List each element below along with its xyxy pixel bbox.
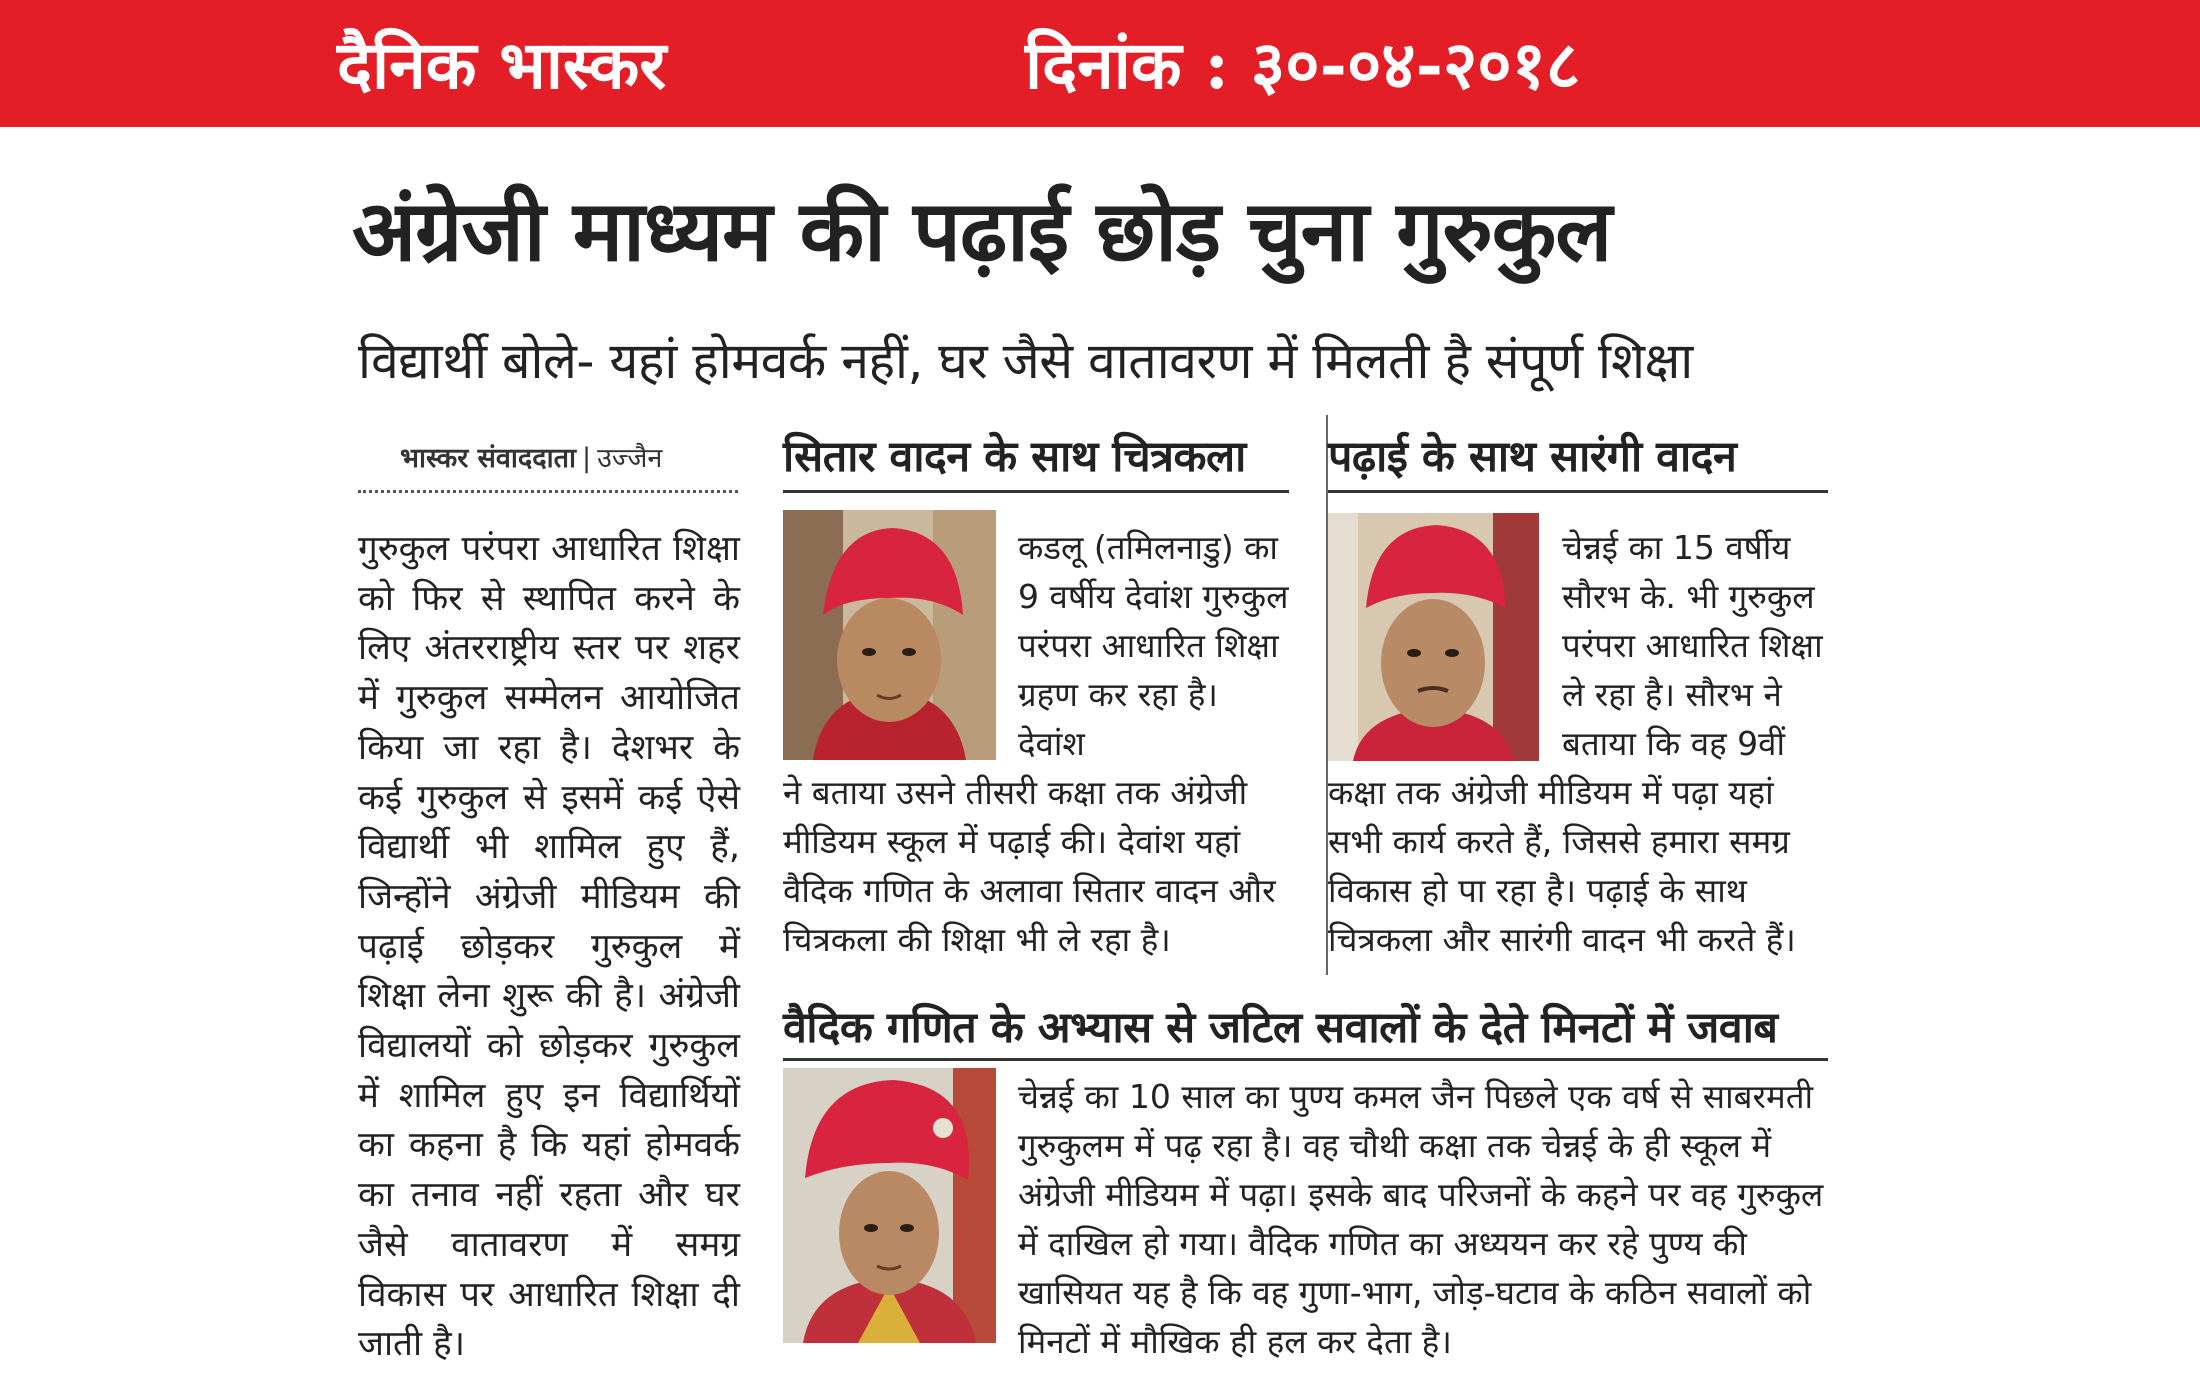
section-2-rule xyxy=(1328,490,1828,493)
section-2-text-beside: चेन्नई का 15 वर्षीय सौरभ के. भी गुरुकुल परंपरा आधारित शिक्षा ले रहा है। सौरभ ने बताया कि वह 9वीं xyxy=(1562,528,1823,763)
section-3-title: वैदिक गणित के अभ्यास से जटिल सवालों के देते मिनटों में जवाब xyxy=(783,1003,1778,1053)
boy-portrait-icon xyxy=(783,510,996,760)
date-value: ३०-०४-२०१८ xyxy=(1250,26,1581,104)
date-label: दिनांक : xyxy=(1025,26,1229,104)
article-subheadline: विद्यार्थी बोले- यहां होमवर्क नहीं, घर जैसे वातावरण में मिलती है संपूर्ण शिक्षा xyxy=(358,332,1693,390)
byline-reporter: भास्कर संवाददाता xyxy=(400,443,576,474)
byline-divider xyxy=(358,490,738,493)
article-headline: अंग्रेजी माध्यम की पढ़ाई छोड़ चुना गुरुकुल xyxy=(352,182,1612,280)
section-3-text: चेन्नई का 10 साल का पुण्य कमल जैन पिछले एक वर्ष से साबरमती गुरुकुलम में पढ़ रहा है। वह चौथी कक्षा तक चेन्नई के ही स्कूल में अंग्रेजी मीडियम में पढ़ा। इसके बाद परिजनों के कहने पर वह गुरुकुल में दाखिल हो गया। वैदिक गणित का अध्ययन कर रहे पुण्य की खासियत यह है कि वह गुणा-भाग, जोड़-घटाव के कठिन सवालों को मिनटों में मौखिक ही हल कर देता है। xyxy=(1018,1077,1824,1361)
section-1-photo xyxy=(783,510,996,760)
article-body: गुरुकुल परंपरा आधारित शिक्षा को फिर से स्थापित करने के लिए अंतरराष्ट्रीय स्तर पर शहर में गुरुकुल सम्मेलन आयोजित किया जा रहा है। देशभर के कई गुरुकुल से इसमें कई ऐसे विद्यार्थी भी शामिल हुए हैं, जिन्होंने अंग्रेजी मीडियम की पढ़ाई छोड़कर गुरुकुल में शिक्षा लेना शुरू की है। अंग्रेजी विद्यालयों को छोड़कर गुरुकुल में शामिल हुए इन विद्यार्थियों का कहना है कि यहां होमवर्क का तनाव नहीं रहता और घर जैसे वातावरण में समग्र विकास पर आधारित शिक्षा दी जाती है। xyxy=(358,529,740,1365)
section-2-title: पढ़ाई के साथ सारंगी वादन xyxy=(1328,432,1737,482)
byline-dateline: उज्जैन xyxy=(597,443,663,474)
section-1-text-below: ने बताया उसने तीसरी कक्षा तक अंग्रेजी मीडियम स्कूल में पढ़ाई की। देवांश यहां वैदिक गणित के अलावा सितार वादन और चित्रकला की शिक्षा भी ले रहा है। xyxy=(783,773,1276,959)
masthead-bar xyxy=(0,0,2200,127)
section-2-text-below: कक्षा तक अंग्रेजी मीडियम में पढ़ा यहां सभी कार्य करते हैं, जिससे हमारा समग्र विकास हो पा रहा है। पढ़ाई के साथ चित्रकला और सारंगी वादन भी करते हैं। xyxy=(1328,773,1796,959)
boy-portrait-icon xyxy=(1328,513,1539,761)
section-1-rule xyxy=(783,490,1289,493)
newspaper-name: दैनिक भास्कर xyxy=(337,26,667,104)
byline xyxy=(400,438,662,475)
section-1-title: सितार वादन के साथ चित्रकला xyxy=(783,432,1246,482)
section-2-photo xyxy=(1328,513,1539,761)
section-1-text-beside: कडलू (तमिलनाडु) का 9 वर्षीय देवांश गुरुकुल परंपरा आधारित शिक्षा ग्रहण कर रहा है। देवांश xyxy=(1018,528,1289,763)
byline-separator: | xyxy=(581,443,592,474)
boy-portrait-icon xyxy=(783,1068,996,1343)
publication-date xyxy=(1025,18,1580,108)
section-3-photo xyxy=(783,1068,996,1343)
section-3-rule xyxy=(783,1058,1828,1061)
